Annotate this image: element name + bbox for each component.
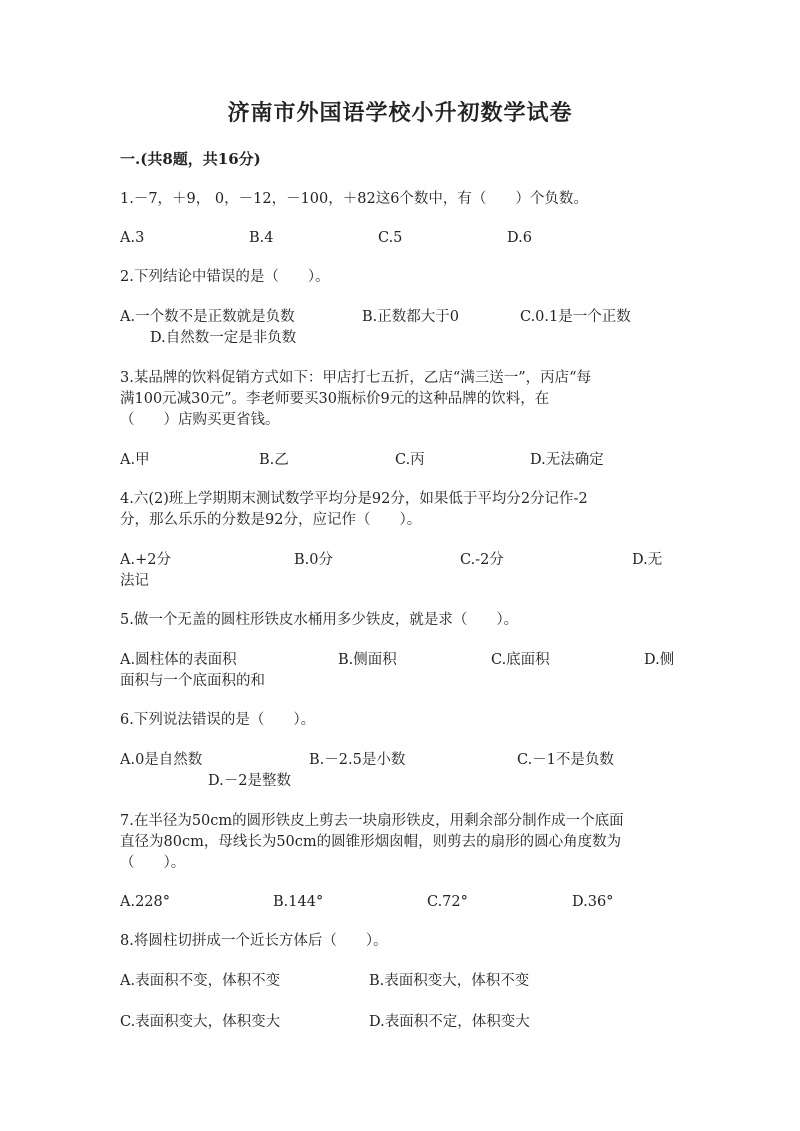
q1-option-a: A.3 <box>120 230 145 246</box>
q1-option-d: D.6 <box>507 230 532 246</box>
q5-option-d-part-1: D.侧 <box>644 652 675 668</box>
question-2-stem: 2.下列结论中错误的是（ ）。 <box>120 269 330 285</box>
q6-option-d: D.－2是整数 <box>208 773 291 789</box>
q7-option-a: A.228° <box>120 894 171 910</box>
q4-option-a: A.+2分 <box>120 552 171 568</box>
question-4-line-1: 4.六(2)班上学期期末测试数学平均分是92分，如果低于平均分2分记作-2 <box>120 491 588 507</box>
q5-option-a: A.圆柱体的表面积 <box>120 652 237 668</box>
q4-option-d-part-1: D.无 <box>632 552 663 568</box>
page-title: 济南市外国语学校小升初数学试卷 <box>227 100 573 126</box>
q8-option-b: B.表面积变大，体积不变 <box>369 973 530 989</box>
question-1-stem: 1.－7，＋9， 0，－12，－100，＋82这6个数中，有（ ）个负数。 <box>120 191 588 207</box>
q2-option-d: D.自然数一定是非负数 <box>150 330 297 346</box>
q5-option-d-part-2: 面积与一个底面积的和 <box>120 673 265 689</box>
question-7-line-3: （ ）。 <box>120 855 186 871</box>
q2-option-a: A.一个数不是正数就是负数 <box>120 309 295 325</box>
q3-option-a: A.甲 <box>120 452 150 468</box>
question-6-stem: 6.下列说法错误的是（ ）。 <box>120 712 316 728</box>
q8-option-d: D.表面积不定，体积变大 <box>369 1014 530 1030</box>
q6-option-a: A.0是自然数 <box>120 752 203 768</box>
q7-option-c: C.72° <box>427 894 468 910</box>
q4-option-c: C.-2分 <box>460 552 504 568</box>
q7-option-b: B.144° <box>273 894 324 910</box>
question-5-stem: 5.做一个无盖的圆柱形铁皮水桶用多少铁皮，就是求（ ）。 <box>120 612 519 628</box>
q4-option-b: B.0分 <box>294 552 333 568</box>
question-3-line-1: 3.某品牌的饮料促销方式如下：甲店打七五折，乙店“满三送一”，丙店“每 <box>120 370 592 386</box>
q6-option-b: B.－2.5是小数 <box>309 752 406 768</box>
question-7-line-1: 7.在半径为50cm的圆形铁皮上剪去一块扇形铁皮，用剩余部分制作成一个底面 <box>120 813 624 829</box>
q5-option-b: B.侧面积 <box>338 652 397 668</box>
question-3-line-3: （ ）店购买更省钱。 <box>120 412 280 428</box>
question-4-line-2: 分，那么乐乐的分数是92分，应记作（ ）。 <box>120 512 422 528</box>
q2-option-b: B.正数都大于0 <box>362 309 459 325</box>
q1-option-c: C.5 <box>378 230 403 246</box>
question-8-stem: 8.将圆柱切拼成一个近长方体后（ ）。 <box>120 933 388 949</box>
q3-option-c: C.丙 <box>395 452 425 468</box>
q8-option-c: C.表面积变大，体积变大 <box>120 1014 281 1030</box>
q4-option-d-part-2: 法记 <box>120 573 149 589</box>
q3-option-d: D.无法确定 <box>530 452 604 468</box>
question-7-line-2: 直径为80cm，母线长为50cm的圆锥形烟囱帽，则剪去的扇形的圆心角度数为 <box>120 834 622 850</box>
section-heading: 一.(共8题，共16分) <box>120 150 261 168</box>
question-3-line-2: 满100元减30元”。李老师要买30瓶标价9元的这种品牌的饮料，在 <box>120 391 550 407</box>
q3-option-b: B.乙 <box>259 452 289 468</box>
q8-option-a: A.表面积不变，体积不变 <box>120 973 281 989</box>
q1-option-b: B.4 <box>249 230 274 246</box>
q6-option-c: C.－1不是负数 <box>517 752 614 768</box>
q2-option-c: C.0.1是一个正数 <box>520 309 631 325</box>
q7-option-d: D.36° <box>572 894 614 910</box>
q5-option-c: C.底面积 <box>491 652 550 668</box>
